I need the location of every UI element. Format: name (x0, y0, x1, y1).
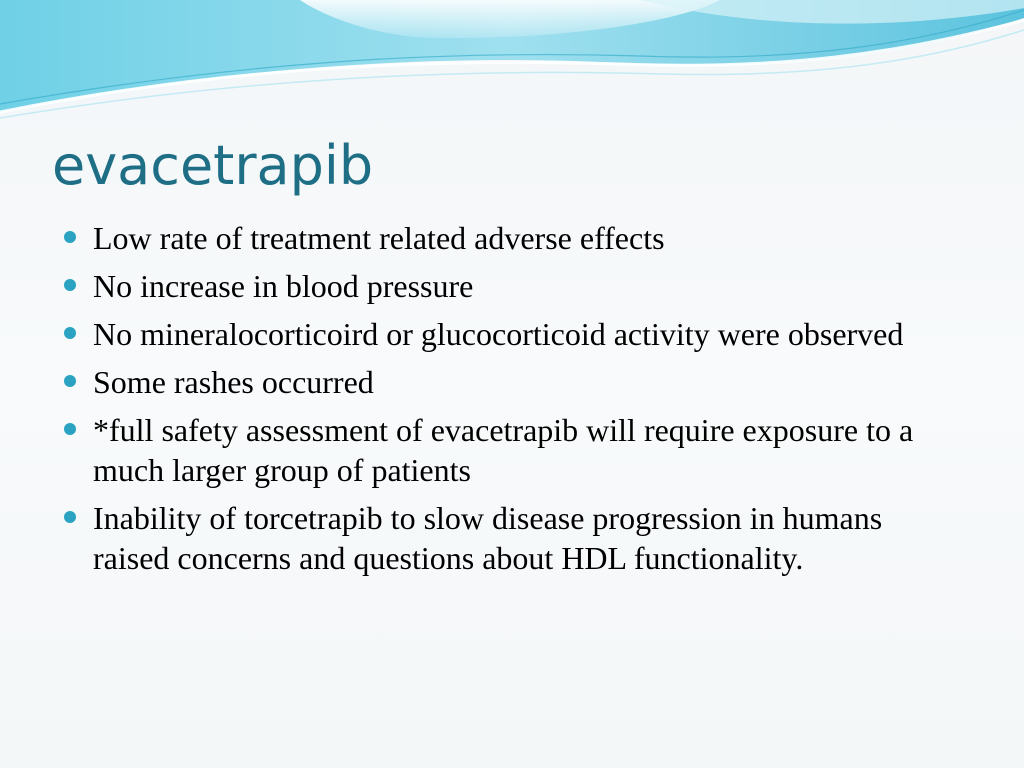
bullet-item (62, 266, 962, 306)
bullet-dot-icon (64, 511, 76, 523)
bullet-text: Some rashes occurred (93, 364, 374, 400)
bullet-text: No increase in blood pressure (93, 268, 474, 304)
bullet-dot-icon (64, 423, 76, 435)
bullet-item (62, 218, 962, 258)
bullet-list (62, 218, 962, 586)
bullet-text: No mineralocorticoird or glucocorticoid activity were observed (93, 316, 904, 352)
bullet-dot-icon (64, 231, 76, 243)
bullet-item (62, 314, 962, 354)
wave-header-decoration (0, 0, 1024, 130)
bullet-dot-icon (64, 327, 76, 339)
bullet-item (62, 498, 962, 578)
bullet-dot-icon (64, 279, 76, 291)
bullet-item (62, 410, 962, 490)
bullet-text: Inability of torcetrapib to slow disease progression in humans raised concerns and questions about HDL functionality. (93, 500, 883, 576)
bullet-text: Low rate of treatment related adverse effects (93, 220, 665, 256)
bullet-dot-icon (64, 375, 76, 387)
bullet-item (62, 362, 962, 402)
slide-title: evacetrapib (52, 134, 374, 197)
bullet-text: *full safety assessment of evacetrapib will require exposure to a much larger group of patients (93, 412, 914, 488)
